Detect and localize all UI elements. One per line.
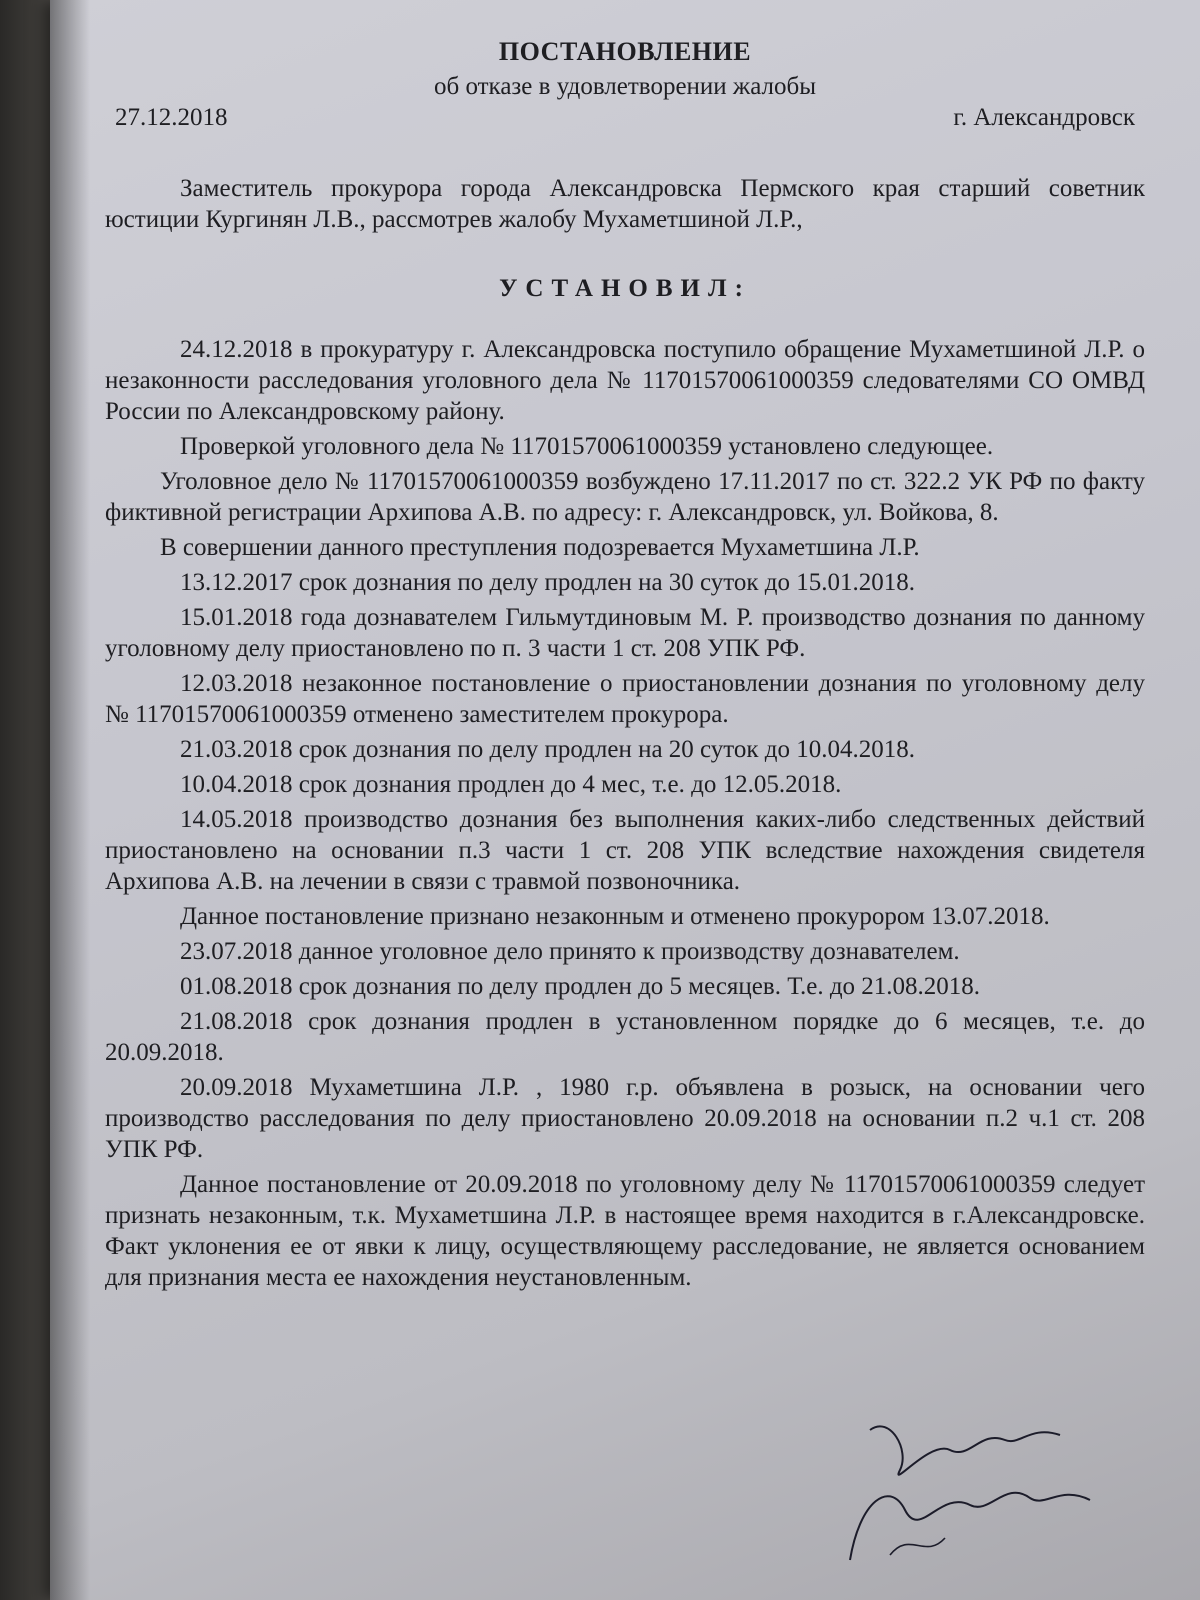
document-body bbox=[105, 28, 1145, 1297]
paragraph: 21.03.2018 срок дознания по делу продлен на 20 суток до 10.04.2018. bbox=[180, 736, 916, 763]
date-line bbox=[105, 102, 1145, 133]
document-city: г. Александровск bbox=[953, 104, 1135, 131]
established-heading: УСТАНОВИЛ: bbox=[499, 275, 751, 302]
document-title: ПОСТАНОВЛЕНИЕ bbox=[498, 37, 752, 66]
paragraph: 23.07.2018 данное уголовное дело принято к производству дознавателем. bbox=[180, 938, 960, 965]
document-subtitle: об отказе в удовлетворении жалобы bbox=[433, 73, 817, 100]
paragraph: 10.04.2018 срок дознания продлен до 4 мес, т.е. до 12.05.2018. bbox=[180, 771, 842, 798]
document-date: 27.12.2018 bbox=[115, 104, 228, 131]
paragraph: 01.08.2018 срок дознания по делу продлен до 5 месяцев. Т.е. до 21.08.2018. bbox=[180, 973, 981, 1000]
paragraph: Данное постановление признано незаконным и отменено прокурором 13.07.2018. bbox=[180, 903, 1050, 930]
paragraph: В совершении данного преступления подозревается Мухаметшина Л.Р. bbox=[160, 534, 920, 561]
handwritten-signature bbox=[830, 1410, 1130, 1570]
paragraph: Уголовное дело № 11701570061000359 возбуждено 17.11.2017 по ст. 322.2 УК РФ по факту фиктивной регистрации Архипова А.В. по адресу: г. Александровск, ул. Войкова, 8. bbox=[105, 468, 1145, 526]
paragraph: 24.12.2018 в прокуратуру г. Александровска поступило обращение Мухаметшиной Л.Р. о незаконности расследования уголовного дела № 11701570061000359 следователями СО ОМВД России по Александровскому району. bbox=[105, 336, 1145, 425]
paragraph: Данное постановление от 20.09.2018 по уголовному делу № 11701570061000359 следует признать незаконным, т.к. Мухаметшина Л.Р. в настоящее время находится в г.Александровске. Факт уклонения ее от явки к лицу, осуществляющему расследование, не является основанием для признания места ее нахождения неустановленным. bbox=[105, 1171, 1145, 1291]
paragraph: 12.03.2018 незаконное постановление о приостановлении дознания по уголовному делу № 11701570061000359 отменено заместителем прокурора. bbox=[105, 670, 1145, 728]
page-shadow bbox=[50, 0, 90, 1600]
document-page bbox=[50, 0, 1200, 1600]
paragraph: 13.12.2017 срок дознания по делу продлен на 30 суток до 15.01.2018. bbox=[180, 569, 916, 596]
paragraph: 15.01.2018 года дознавателем Гильмутдиновым М. Р. производство дознания по данному уголовному делу приостановлено по п. 3 части 1 ст. 208 УПК РФ. bbox=[105, 604, 1145, 662]
preamble: Заместитель прокурора города Александровска Пермского края старший советник юстиции Кургинян Л.В., рассмотрев жалобу Мухаметшиной Л.Р., bbox=[105, 175, 1145, 233]
paragraph: 20.09.2018 Мухаметшина Л.Р. , 1980 г.р. объявлена в розыск, на основании чего производство расследования по делу приостановлено 20.09.2018 на основании п.2 ч.1 ст. 208 УПК РФ. bbox=[105, 1074, 1145, 1163]
paragraph: 14.05.2018 производство дознания без выполнения каких-либо следственных действий приостановлено на основании п.3 части 1 ст. 208 УПК вследствие нахождения свидетеля Архипова А.В. на лечении в связи с травмой позвоночника. bbox=[105, 806, 1145, 895]
paragraph: Проверкой уголовного дела № 11701570061000359 установлено следующее. bbox=[180, 433, 994, 460]
paragraph: 21.08.2018 срок дознания продлен в установленном порядке до 6 месяцев, т.е. до 20.09.2018. bbox=[105, 1008, 1145, 1066]
